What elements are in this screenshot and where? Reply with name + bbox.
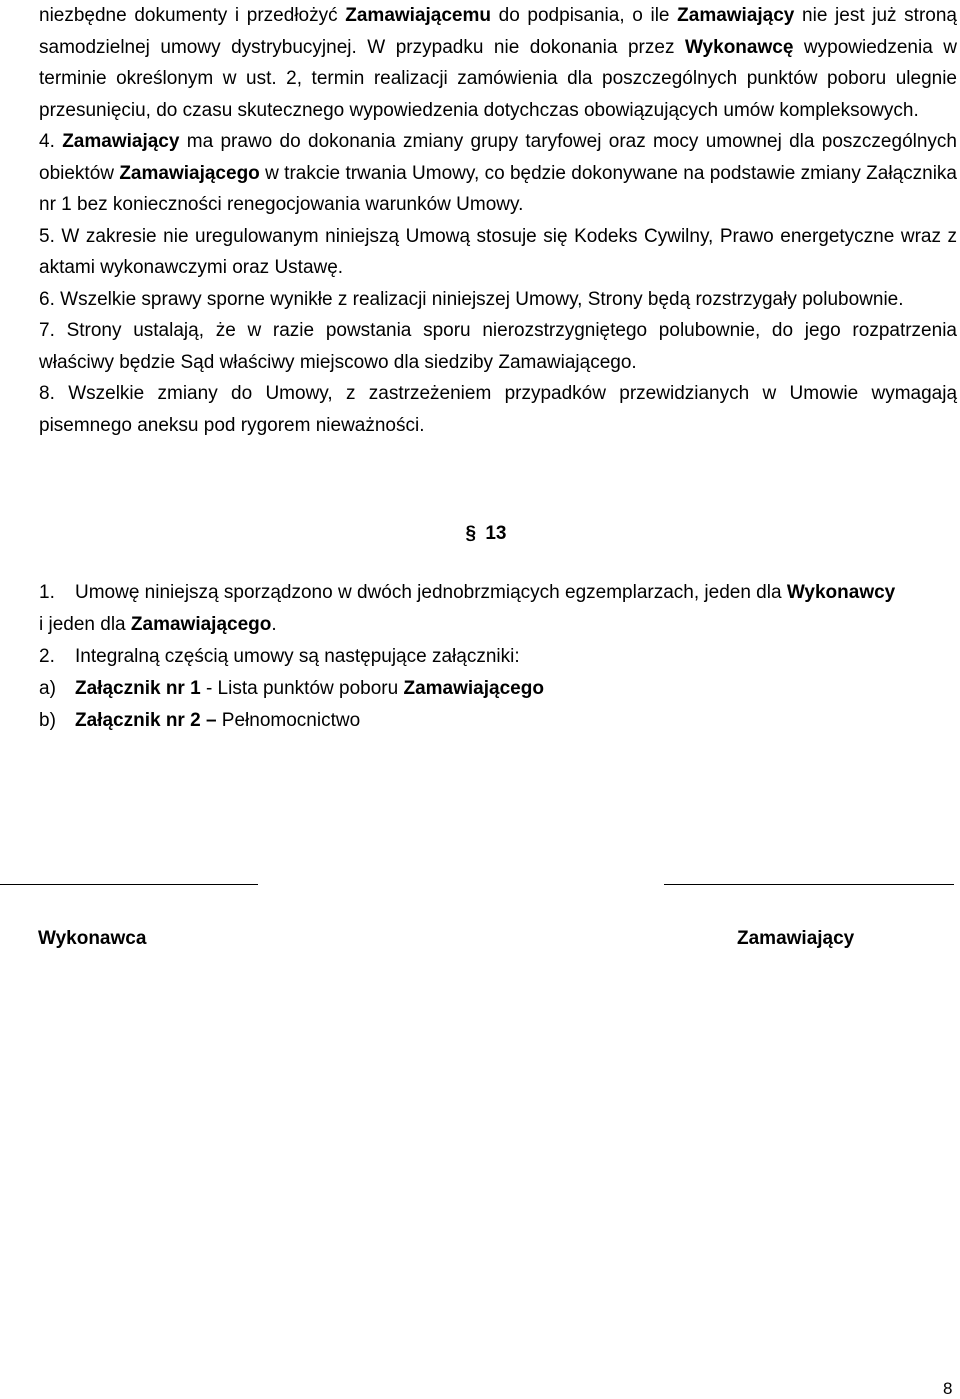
bold-term: Załącznik nr 2 – bbox=[75, 710, 217, 731]
paragraph-8 bbox=[39, 378, 957, 441]
signature-line-right bbox=[664, 884, 954, 885]
paragraph-5 bbox=[39, 221, 957, 284]
text: Wszelkie zmiany do Umowy, z zastrzeżeniem przypadków przewidzianych w Umowie wymagają pisemnego aneksu pod rygorem nieważności. bbox=[39, 383, 958, 436]
text: niezbędne dokumenty i przedłożyć bbox=[39, 5, 346, 26]
text: . bbox=[271, 614, 277, 635]
bold-term: Zamawiającego bbox=[119, 162, 260, 184]
bold-term: Zamawiającemu bbox=[345, 5, 491, 26]
clause-2 bbox=[39, 641, 957, 673]
bold-term: Zamawiającego bbox=[130, 614, 272, 635]
text: - Lista punktów poboru bbox=[200, 678, 404, 699]
bold-term: Zamawiający bbox=[677, 5, 795, 26]
text: Strony ustalają, że w razie powstania sporu nierozstrzygniętego polubownie, do jego rozpatrzenia właściwy będzie Sąd właściwy miejscowo dla siedziby Zamawiającego. bbox=[39, 320, 957, 373]
item-number: 2. bbox=[39, 646, 55, 667]
paragraph-6 bbox=[39, 284, 957, 316]
text: Pełnomocnictwo bbox=[216, 710, 361, 731]
item-number: 5. bbox=[39, 225, 55, 247]
section-symbol: § bbox=[465, 523, 477, 544]
text: nie jest już stroną samodzielnej umowy dystrybucyjnej. W przypadku nie dokonania przez bbox=[39, 5, 957, 58]
text: Umowę niniejszą sporządzono w dwóch jednobrzmiących egzemplarzach, jeden dla bbox=[75, 582, 787, 603]
item-number: 8. bbox=[39, 383, 55, 404]
section-13-body bbox=[39, 577, 957, 737]
item-number: 6. bbox=[39, 288, 55, 310]
text: ma prawo do dokonania zmiany grupy taryfowej oraz mocy umownej dla poszczególnych obiektów bbox=[39, 131, 957, 184]
text: W zakresie nie uregulowanym niniejszą Umową stosuje się Kodeks Cywilny, Prawo energetyczne wraz z aktami wykonawczymi oraz Ustawę. bbox=[39, 225, 958, 278]
item-letter: b) bbox=[39, 710, 56, 731]
paragraph-7 bbox=[39, 315, 957, 378]
attachment-b bbox=[39, 705, 957, 737]
item-letter: a) bbox=[39, 678, 56, 699]
paragraph-continuation bbox=[39, 0, 957, 126]
attachment-a bbox=[39, 673, 957, 705]
text: Wszelkie sprawy sporne wynikłe z realizacji niniejszej Umowy, Strony będą rozstrzygały polubownie. bbox=[60, 288, 904, 310]
text: w trakcie trwania Umowy, co będzie dokonywane na podstawie zmiany Załącznika nr 1 bez konieczności renegocjowania warunków Umowy. bbox=[39, 162, 957, 215]
signature-label-client: Zamawiający bbox=[737, 928, 855, 949]
item-number: 4. bbox=[39, 131, 55, 152]
item-number: 7. bbox=[39, 320, 55, 341]
paragraph-4 bbox=[39, 126, 957, 221]
text: Integralną częścią umowy są następujące załączniki: bbox=[75, 646, 520, 667]
text: do podpisania, o ile bbox=[491, 5, 678, 26]
text: wypowiedzenia w terminie określonym w ust. 2, termin realizacji zamówienia dla poszczególnych punktów poboru ulegnie przesunięciu, do czasu skutecznego wypowiedzenia dotychczas obowiązujących umów kompleksowych. bbox=[39, 36, 957, 121]
contract-body bbox=[39, 0, 957, 441]
clause-1 bbox=[39, 577, 957, 641]
bold-term: Wykonawcę bbox=[684, 36, 794, 58]
section-heading bbox=[0, 523, 960, 545]
signature-label-contractor: Wykonawca bbox=[38, 928, 147, 949]
bold-term: Załącznik nr 1 bbox=[75, 678, 201, 699]
bold-term: Wykonawcy bbox=[786, 582, 896, 603]
item-number: 1. bbox=[39, 582, 55, 603]
bold-term: Zamawiający bbox=[62, 131, 180, 152]
section-number: 13 bbox=[485, 523, 507, 544]
page-number: 8 bbox=[943, 1379, 953, 1398]
bold-term: Zamawiającego bbox=[403, 678, 544, 699]
signature-line-left bbox=[0, 884, 258, 885]
text: i jeden dla bbox=[39, 614, 131, 635]
